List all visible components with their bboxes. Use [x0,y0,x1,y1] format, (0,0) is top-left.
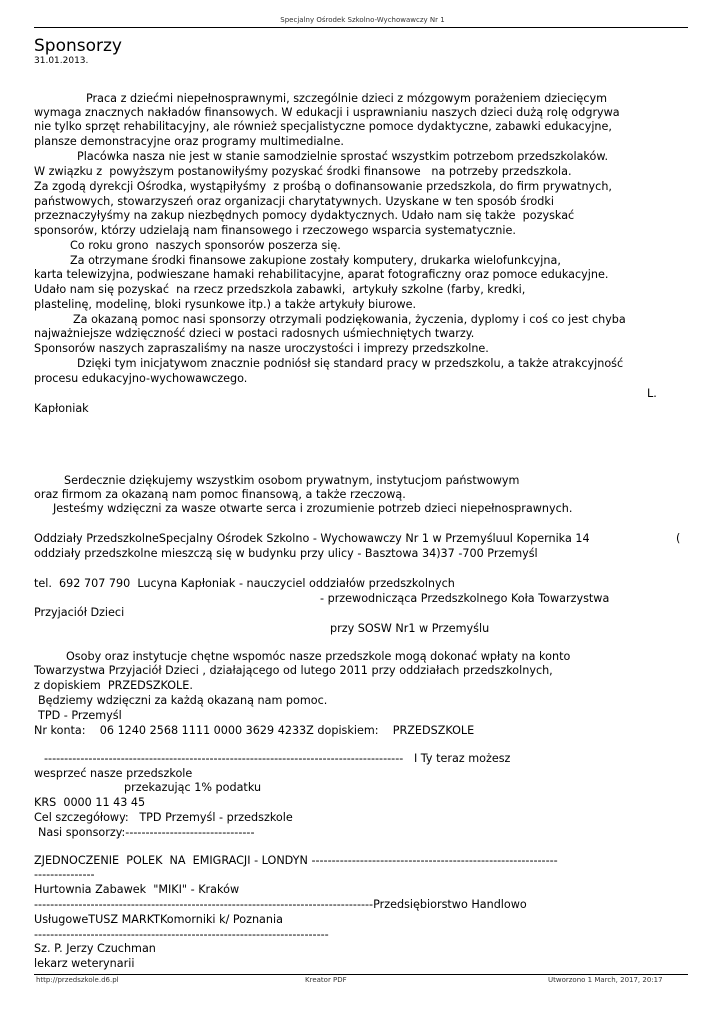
body-line: plastelinę, modelinę, bloki rysunkowe itp.) a także artykuły biurowe. [34,298,417,311]
body-line: Udało nam się pozyskać na rzecz przedszkola zabawki, artykuły szkolne (farby, kredki, [34,283,526,296]
page-header: Specjalny Ośrodek Szkolno-Wychowawczy Nr 1 [280,16,445,24]
sponsor-separator: --------------- [34,868,95,881]
sponsor-item: Hurtownia Zabawek "MIKI" - Kraków [34,883,240,896]
sponsor-item: Sz. P. Jerzy Czuchman [34,942,156,955]
sponsor-item: UsługoweTUSZ MARKTKomorniki k/ Poznania [34,913,283,926]
body-line: Za zgodą dyrekcji Ośrodka, wystąpiłyśmy z prośbą o dofinansowanie przedszkola, do firm prywatnych, [34,180,612,193]
footer-rule [34,974,688,975]
article-title: Sponsorzy [34,36,122,56]
role-line: - przewodnicząca Przedszkolnego Koła Towarzystwa [320,592,610,605]
body-line: Co roku grono naszych sponsorów poszerza się. [70,239,341,252]
body-line: nie tylko sprzęt rehabilitacyjny, ale również specjalistyczne pomoce dydaktyczne, zabawki edukacyjne, [34,120,612,133]
footer-created: Utworzono 1 March, 2017, 20:17 [548,976,663,984]
body-line: państwowych, stowarzyszeń oraz organizacji charytatywnych. Uzyskane w ten sposób środki [34,195,554,208]
footer-generator: Kreator PDF [305,976,347,984]
role-line: Przyjaciół Dzieci [34,606,125,619]
krs-number: KRS 0000 11 43 45 [34,796,146,809]
address-line: Oddziały PrzedszkolneSpecjalny Ośrodek Szkolno - Wychowawczy Nr 1 w Przemyśluul Kopernika 14 [34,532,590,545]
donation-line: TPD - Przemyśl [38,709,122,722]
body-line: Za otrzymane środki finansowe zakupione zostały komputery, drukarka wielofunkcyjna, [70,254,561,267]
body-line: sponsorów, którzy udzielają nam finansowego i rzeczowego wsparcia systematycznie. [34,224,516,237]
donation-line: Towarzystwa Przyjaciół Dzieci , działającego od lutego 2011 przy oddziałach przedszkolnych, [34,664,553,677]
body-line: Dzięki tym inicjatywom znacznie podniósł się standard pracy w przedszkolu, a także atrakcyjność [77,357,624,370]
body-line: Za okazaną pomoc nasi sponsorzy otrzymali podziękowania, życzenia, dyplomy i coś co jest chyba [73,313,626,326]
signature-initial: L. [647,387,657,400]
sponsor-item: ZJEDNOCZENIE POLEK NA EMIGRACJI - LONDYN ------------------------------------------------------------- [34,854,558,867]
body-line: wymaga znacznych nakładów finansowych. W edukacji i usprawnianiu naszych dzieci dużą rolę odgrywa [34,106,620,119]
thanks-line: Jesteśmy wdzięczni za wasze otwarte serca i zrozumienie potrzeb dzieci niepełnosprawnych. [53,502,573,515]
article-date: 31.01.2013. [34,56,89,66]
body-line: Placówka nasza nie jest w stanie samodzielnie sprostać wszystkim potrzebom przedszkolaków. [77,150,609,163]
account-number: Nr konta: 06 1240 2568 1111 0000 3629 4233Z dopiskiem: PRZEDSZKOLE [34,724,475,737]
tax-line: Cel szczegółowy: TPD Przemyśl - przedszkole [34,811,293,824]
thanks-line: oraz firmom za okazaną nam pomoc finansową, a także rzeczową. [34,488,406,501]
footer-url: http://przedszkole.d6.pl [36,976,119,984]
body-line: Praca z dziećmi niepełnosprawnymi, szczególnie dzieci z mózgowym porażeniem dziecięcym [86,92,607,105]
address-line: oddziały przedszkolne mieszczą się w budynku przy ulicy - Basztowa 34)37 -700 Przemyśl [34,547,538,560]
role-line: przy SOSW Nr1 w Przemyślu [330,622,490,635]
body-line: W związku z powyższym postanowiłyśmy pozyskać środki finansowe na potrzeby przedszkola. [34,165,572,178]
address-line: ( [676,532,681,545]
donation-line: Będziemy wdzięczni za każdą okazaną nam pomoc. [38,694,328,707]
sponsors-heading: Nasi sponsorzy:-------------------------------- [38,826,255,839]
tax-line: wesprzeć nasze przedszkole [34,767,193,780]
tax-line: ----------------------------------------------------------------------------------------- I Ty teraz możesz [44,752,511,765]
sponsor-item: ------------------------------------------------------------------------------------Przedsiębiorstwo Handlowo [34,898,527,911]
phone-line: tel. 692 707 790 Lucyna Kapłoniak - nauczyciel oddziałów przedszkolnych [34,577,455,590]
header-rule [34,27,688,28]
donation-line: Osoby oraz instytucje chętne wspomóc nasze przedszkole mogą dokonać wpłaty na konto [66,650,571,663]
body-line: procesu edukacyjno-wychowawczego. [34,372,248,385]
body-line: najważniejsze wdzięczność dzieci w postaci radosnych uśmiechniętych twarzy. [34,327,475,340]
thanks-line: Serdecznie dziękujemy wszystkim osobom prywatnym, instytucjom państwowym [64,474,520,487]
signature-name: Kapłoniak [34,402,89,415]
body-line: karta telewizyjna, podwieszane hamaki rehabilitacyjne, aparat fotograficzny oraz pomoce edukacyjne. [34,268,609,281]
body-line: Sponsorów naszych zapraszaliśmy na nasze uroczystości i imprezy przedszkolne. [34,342,489,355]
sponsor-item: lekarz weterynarii [34,957,135,970]
body-line: przeznaczyłyśmy na zakup niezbędnych pomocy dydaktycznych. Udało nam się także pozyskać [34,209,575,222]
body-line: plansze demonstracyjne oraz programy multimedialne. [34,135,344,148]
tax-line: przekazując 1% podatku [124,781,262,794]
sponsor-separator: ------------------------------------------------------------------------- [34,928,329,941]
donation-line: z dopiskiem PRZEDSZKOLE. [34,679,193,692]
